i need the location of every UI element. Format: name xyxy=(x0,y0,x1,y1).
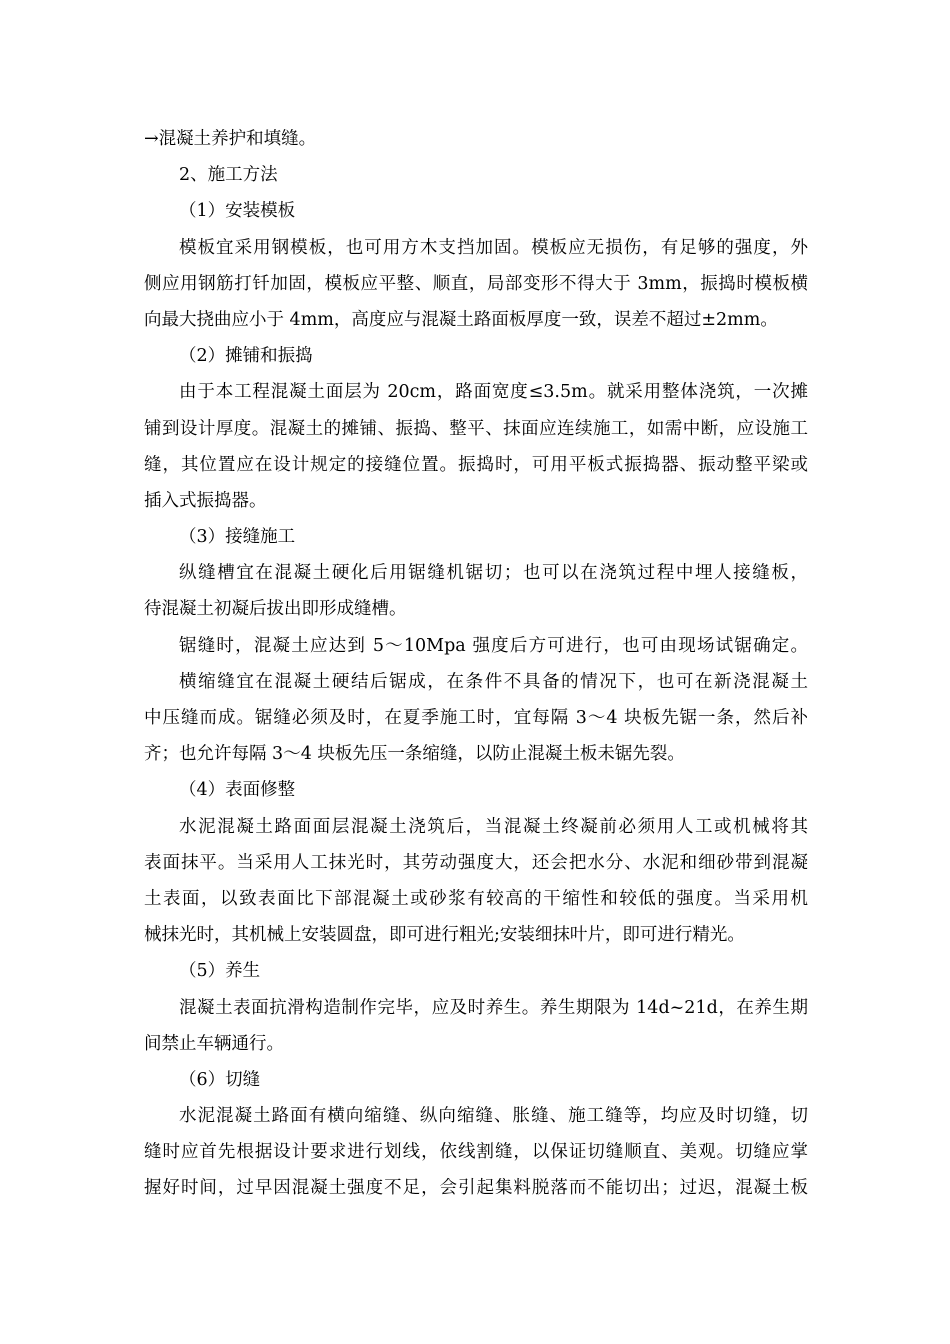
paragraph-line: 缝时应首先根据设计要求进行划线，依线割缝，以保证切缝顺直、美观。切缝应掌 xyxy=(144,1142,808,1163)
paragraph-line: 水泥混凝土路面面层混凝土浇筑后，当混凝土终凝前必须用人工或机械将其 xyxy=(179,816,808,837)
paragraph-line: 纵缝槽宜在混凝土硬化后用锯缝机锯切；也可以在浇筑过程中埋人接缝板， xyxy=(179,563,808,584)
subsection-heading: （5）养生 xyxy=(179,961,261,982)
paragraph-line: 横缩缝宜在混凝土硬结后锯成，在条件不具备的情况下，也可在新浇混凝土 xyxy=(179,671,808,692)
subsection-heading: （2）摊铺和振捣 xyxy=(179,346,313,367)
paragraph-line: 模板宜采用钢模板，也可用方木支挡加固。模板应无损伤，有足够的强度，外 xyxy=(179,237,808,258)
subsection-heading: （6）切缝 xyxy=(179,1069,261,1090)
paragraph-line: 侧应用钢筋打钎加固，模板应平整、顺直，局部变形不得大于 3mm，振捣时模板横 xyxy=(144,273,808,294)
paragraph-line: 待混凝土初凝后拔出即形成缝槽。 xyxy=(144,599,407,620)
text-line: →混凝土养护和填缝。 xyxy=(144,129,317,149)
document-page xyxy=(144,121,808,1207)
paragraph-line: 插入式振捣器。 xyxy=(144,490,267,511)
paragraph-line: 缝，其位置应在设计规定的接缝位置。振捣时，可用平板式振捣器、振动整平梁或 xyxy=(144,454,808,475)
paragraph-line: 中压缝而成。锯缝必须及时，在夏季施工时，宜每隔 3～4 块板先锯一条，然后补 xyxy=(144,708,808,728)
paragraph-line: 土表面，以致表面比下部混凝土或砂浆有较高的干缩性和较低的强度。当采用机 xyxy=(144,888,808,909)
paragraph-line: 由于本工程混凝土面层为 20cm，路面宽度≤3.5m。就采用整体浇筑，一次摊 xyxy=(179,382,808,403)
paragraph-line: 握好时间，过早因混凝土强度不足，会引起集料脱落而不能切出；过迟，混凝土板 xyxy=(144,1178,808,1199)
paragraph-line: 械抹光时，其机械上安装圆盘，即可进行粗光;安装细抹叶片，即可进行精光。 xyxy=(144,925,745,946)
subsection-heading: （1）安装模板 xyxy=(179,201,296,222)
paragraph-line: 向最大挠曲应小于 4mm，高度应与混凝土路面板厚度一致，误差不超过±2mm。 xyxy=(144,309,778,330)
section-heading: 2、施工方法 xyxy=(179,165,278,186)
paragraph-line: 铺到设计厚度。混凝土的摊铺、振捣、整平、抹面应连续施工，如需中断，应设施工 xyxy=(144,418,808,439)
paragraph-line: 水泥混凝土路面有横向缩缝、纵向缩缝、胀缝、施工缝等，均应及时切缝，切 xyxy=(179,1106,808,1127)
paragraph-line: 表面抹平。当采用人工抹光时，其劳动强度大，还会把水分、水泥和细砂带到混凝 xyxy=(144,852,808,873)
paragraph-line: 间禁止车辆通行。 xyxy=(144,1033,284,1054)
subsection-heading: （3）接缝施工 xyxy=(179,527,296,548)
paragraph-line: 齐；也允许每隔 3～4 块板先压一条缩缝，以防止混凝土板未锯先裂。 xyxy=(144,744,685,765)
paragraph-line: 混凝土表面抗滑构造制作完毕，应及时养生。养生期限为 14d~21d，在养生期 xyxy=(179,997,808,1018)
paragraph-line: 锯缝时，混凝土应达到 5～10Mpa 强度后方可进行，也可由现场试锯确定。 xyxy=(179,635,808,656)
subsection-heading: （4）表面修整 xyxy=(179,780,296,801)
